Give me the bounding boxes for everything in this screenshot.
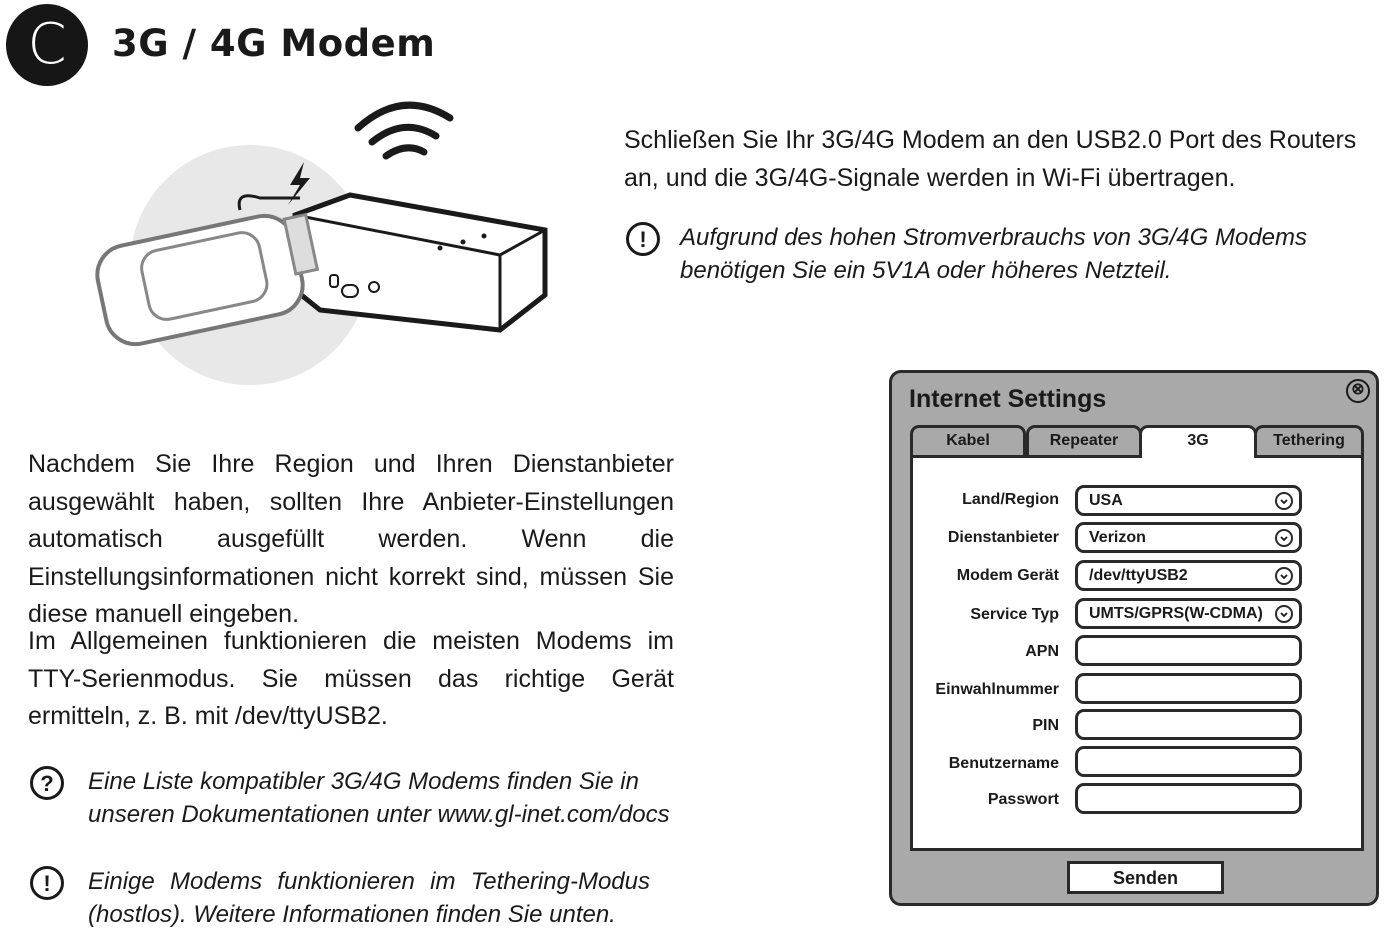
einwahlnummer-label: Einwahlnummer — [935, 681, 1059, 698]
land-region-value: USA — [1089, 492, 1123, 509]
chevron-down-icon — [1275, 529, 1293, 547]
dienstanbieter-select[interactable] — [1075, 522, 1302, 553]
intro-text: Schließen Sie Ihr 3G/4G Modem an den USB2.0 Port des Routers an, und die 3G/4G-Signale werden in Wi-Fi übertragen. — [624, 126, 1357, 192]
body-paragraph-1: Nachdem Sie Ihre Region und Ihren Dienstanbieter ausgewählt haben, sollten Ihre Anbieter-Einstellungen automatisch ausgefüllt werden. Wenn die Einstellungsinformationen nicht korrekt sind, müssen Sie diese manuell eingeben. — [28, 450, 674, 628]
pin-label: PIN — [1032, 717, 1059, 734]
tab-repeater[interactable]: Repeater — [1026, 425, 1142, 455]
tethering-note-text: Einige Modems funktionieren im Tethering-Modus (hostlos). Weitere Informationen finden Sie unten. — [88, 868, 650, 928]
warning-icon: ! — [30, 866, 64, 900]
modem-geraet-value: /dev/ttyUSB2 — [1089, 567, 1188, 584]
service-typ-value: UMTS/GPRS(W-CDMA) — [1089, 605, 1263, 622]
chevron-down-icon — [1275, 492, 1293, 510]
power-warning — [626, 222, 1360, 287]
section-letter: C — [27, 12, 67, 77]
service-typ-label: Service Typ — [970, 606, 1059, 623]
service-typ-select[interactable] — [1075, 598, 1302, 629]
router-icon — [295, 195, 545, 330]
question-icon: ? — [30, 766, 64, 800]
chevron-down-icon — [1275, 605, 1293, 623]
page-title: 3G / 4G Modem — [112, 22, 436, 65]
modem-router-illustration — [90, 90, 560, 390]
passwort-input[interactable] — [1075, 783, 1302, 814]
close-icon[interactable]: ⊗ — [1346, 379, 1370, 403]
send-button[interactable]: Senden — [1067, 861, 1224, 894]
power-warning-text: Aufgrund des hohen Stromverbrauchs von 3G/4G Modems benötigen Sie ein 5V1A oder höheres Netzteil. — [680, 224, 1307, 284]
modem-geraet-label: Modem Gerät — [956, 567, 1059, 584]
tab-3g[interactable]: 3G — [1139, 425, 1257, 458]
benutzername-label: Benutzername — [948, 755, 1059, 772]
tab-tethering[interactable]: Tethering — [1254, 425, 1364, 455]
docs-note — [30, 766, 688, 831]
dialog-title: Internet Settings — [909, 385, 1107, 413]
apn-label: APN — [1025, 643, 1059, 660]
pin-input[interactable] — [1075, 709, 1302, 740]
passwort-label: Passwort — [987, 791, 1059, 808]
chevron-down-icon — [1275, 567, 1293, 585]
docs-note-text: Eine Liste kompatibler 3G/4G Modems finden Sie in unseren Dokumentationen unter www.gl-inet.com/docs — [88, 768, 670, 828]
warning-icon: ! — [626, 222, 660, 256]
wifi-signal-icon — [358, 105, 450, 156]
dienstanbieter-label: Dienstanbieter — [947, 529, 1059, 546]
body-paragraph-2: Im Allgemeinen funktionieren die meisten Modems im TTY-Serienmodus. Sie müssen das richtige Gerät ermitteln, z. B. mit /dev/ttyUSB2. — [28, 627, 674, 730]
modem-geraet-select[interactable] — [1075, 560, 1302, 591]
einwahlnummer-input[interactable] — [1075, 673, 1302, 704]
tab-kabel[interactable]: Kabel — [910, 425, 1026, 455]
section-badge — [6, 4, 88, 86]
internet-settings-dialog — [889, 370, 1379, 906]
benutzername-input[interactable] — [1075, 746, 1302, 777]
land-region-select[interactable] — [1075, 485, 1302, 516]
land-region-label: Land/Region — [962, 491, 1059, 508]
tethering-note — [30, 866, 650, 931]
dienstanbieter-value: Verizon — [1089, 529, 1146, 546]
settings-panel — [910, 455, 1364, 851]
apn-input[interactable] — [1075, 635, 1302, 666]
